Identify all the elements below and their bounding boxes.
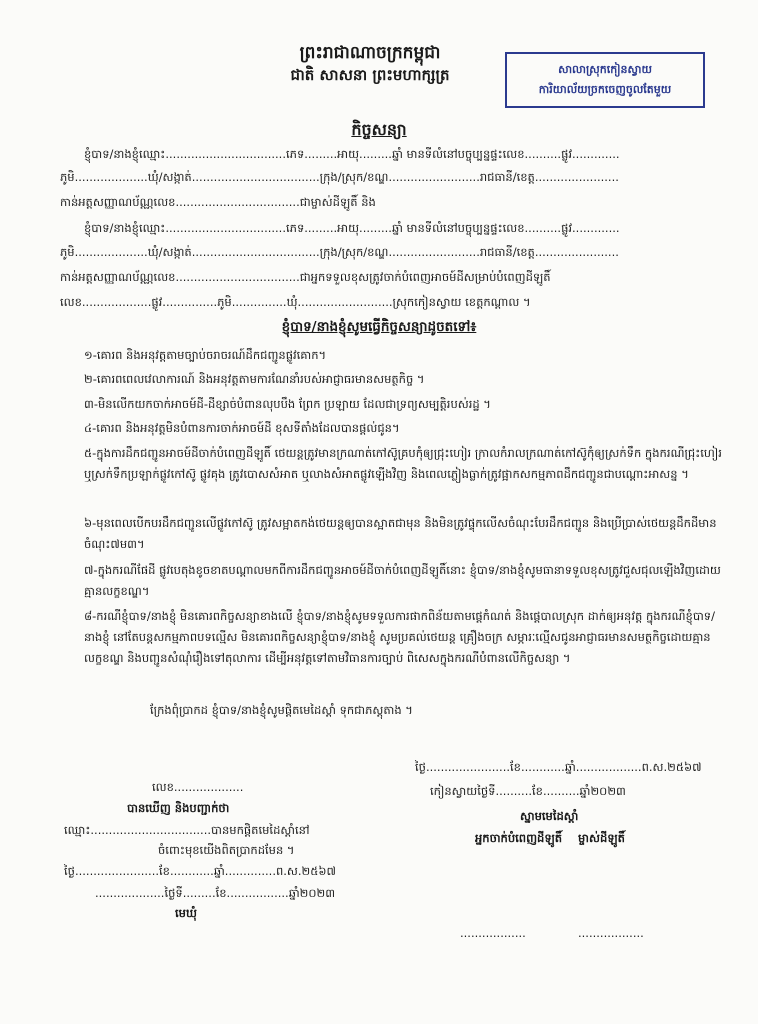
party2-name-line: ខ្ញុំបាទ/នាងខ្ញុំឈ្មោះ.................................ភេទ.........អាយុ.........ឆ្នាំ មានទីលំនៅបច្ចុប្បន្នផ្ទះលេខ..........ផ្លូវ............. — [84, 221, 620, 235]
national-motto: ជាតិ សាសនា ព្រះមហាក្សត្រ — [290, 66, 450, 84]
clause-2: ២-គោរពពេលវេលាការណ៍ និងអនុវត្តតាមការណែនាំរបស់អាជ្ញាធរមានសមត្ថកិច្ច ។ — [84, 372, 425, 386]
signature-line-filler: .................. — [460, 926, 526, 940]
party1-name-line: ខ្ញុំបាទ/នាងខ្ញុំឈ្មោះ.................................ភេទ.........អាយុ.........ឆ្នាំ មានទីលំនៅបច្ចុប្បន្នផ្ទះលេខ..........ផ្លូវ............. — [84, 147, 620, 161]
document-title: កិច្ចសន្យា — [351, 120, 407, 139]
kingdom-header: ព្រះរាជាណាចក្រកម្ពុជា — [299, 43, 441, 63]
clause-8: ៨-ករណីខ្ញុំបាទ/នាងខ្ញុំ មិនគោរពកិច្ចសន្យាខាងលើ ខ្ញុំបាទ/នាងខ្ញុំសូមទទួលការផាកពិន័យតាមផ្ដេកំណត់ និងផ្ដេបាលស្រុក ដាក់ឲ្យអនុវត្ត ក្នុងករណីខ្ញុំបាទ/នាងខ្ញុំ នៅតែបន្តសកម្មភាពបទល្មើស មិនគោរពកិច្ចសន្យាខ្ញុំបាទ/នាងខ្ញុំ សូមប្រគល់ថេយន្ត គ្រឿងចក្រ សម្ភារៈល្មើសជូនអាជ្ញាធរមានសមត្ថកិច្ចដោយគ្មានលក្ខខណ្ឌ និងបញ្ជូនសំណុំរឿងទៅតុលាការ ដើម្បីអនុវត្តទៅតាមវិធានការច្បាប់ ពិសេសក្នុងករណីបំពានលើកិច្ចសន្យា ។ — [84, 609, 715, 665]
right-date-lunar: ថ្ងៃ.......................ខែ............ឆ្នាំ..................ព.ស.២៥៦៧ — [415, 760, 702, 774]
clause-7: ៧-ក្នុងករណីផែដី ផ្លូវបេតុងខូចខាតបណ្ដាលមកពីការដឹកជញ្ជូនអាចម៍ដីចាក់បំពេញដីឡូតិ៍នោះ ខ្ញុំបាទ/នាងខ្ញុំសូមធានាទទួលខុសត្រូវជួសជុលឡើងវិញដោយគ្មានលក្ខខណ្ឌ។ — [84, 563, 721, 598]
party1-id-line: កាន់អត្តសញ្ញាណប័ណ្ណលេខ..................................ជាម្ចាស់ដីឡូតិ៍ និង — [60, 195, 376, 209]
signatory-roles: អ្នកចាក់បំពេញដីឡូតិ៍ ម្ចាស់ដីឡូតិ៍ — [475, 831, 625, 845]
signature-line-owner: .................. — [578, 926, 644, 940]
land-plot-line: លេខ...................ផ្លូវ...............ភូមិ...............ឃុំ..........................ស្រុកកៀនស្វាយ ខេត្តកណ្ដាល ។ — [60, 295, 531, 309]
stamp-line-1: សាលាស្រុកកៀនស្វាយ — [558, 63, 652, 76]
left-date-lunar: ថ្ងៃ.......................ខែ............ឆ្នាំ..............ព.ស.២៥៦៧ — [64, 864, 336, 878]
stamp-line-2: ការិយាល័យច្រកចេញចូលតែមួយ — [538, 83, 672, 96]
office-stamp — [505, 52, 705, 108]
clause-3: ៣-មិនលើកយកចាក់អាចម៍ដី-ដីខ្សាច់បំពានលុបបឹង ព្រែក ប្រឡាយ ដែលជាទ្រព្យសម្បត្តិរបស់រដ្ឋ ។ — [84, 397, 491, 411]
certification-name-line: ឈ្មោះ.................................បានមកផ្ដិតមេដៃស្ដាំនៅ — [64, 823, 310, 837]
clause-5: ៥-ក្នុងការដឹកជញ្ជូនអាចម៍ដីចាក់បំពេញដីឡូតិ៍ ថេយន្តត្រូវមានក្រណាត់កៅស៊ូគ្របកុំឲ្យជ្រុះហៀរ ក្រាលកំរាលក្រណាត់កៅស៊ូកុំឲ្យស្រក់ទឹក ក្នុងករណីជ្រុះហៀរ ឬស្រក់ទឹកប្រឡាក់ផ្លូវកៅស៊ូ ផ្លូវគុង ត្រូវបោសសំអាត ឬលាងសំអាតផ្លូវឡើងវិញ និងពេលភ្លៀងធ្លាក់ត្រូវផ្អាកសកម្មភាពដឹកជញ្ជូនជាបណ្ដោះអាសន្ន ។ — [84, 446, 722, 481]
closing-statement: ក្រែងពុំប្រាកដ ខ្ញុំបាទ/នាងខ្ញុំសូមផ្ដិតមេដៃស្ដាំ ទុកជាភស្តុតាង ។ — [150, 703, 413, 717]
party2-address-line: ភូមិ....................ឃុំ/សង្កាត់...................................ក្រុង/ស្រុក/ខណ្ឌ.........................រាជធានី/ខេត្ត....................... — [60, 245, 619, 259]
clause-4: ៤-គោរព និងអនុវត្តមិនបំពានការចាក់អាចម៍ដី ខុសទីតាំងដែលបានផ្ដល់ជូន។ — [84, 421, 400, 435]
party2-id-line: កាន់អត្តសញ្ញាណប័ណ្ណលេខ..................................ជាអ្នកទទួលខុសត្រូវចាក់បំពេញអាចម៍ដីសម្រាប់បំពេញដីឡូតិ៍ — [60, 270, 551, 284]
reference-number: លេខ................... — [152, 780, 244, 794]
left-date-gregorian: ...................ថ្ងៃទី.........ខែ.................ឆ្នាំ២០២៣ — [95, 886, 336, 900]
certification-witness-line: ចំពោះមុខយើងពិតប្រាកដមែន ។ — [158, 843, 295, 857]
right-date-gregorian: កៀនស្វាយថ្ងៃទី..........ខែ..........ឆ្នាំ២០២៣ — [430, 784, 626, 798]
commune-chief-label: មេឃុំ — [175, 906, 197, 920]
clause-1: ១-គោរព និងអនុវត្តតាមច្បាប់ចរាចរណ៍ដឹកជញ្ជូនផ្លូវគោក។ — [84, 348, 327, 362]
clauses-heading: ខ្ញុំបាទ/នាងខ្ញុំសូមធ្វើកិច្ចសន្យាដូចតទៅ៖ — [281, 319, 477, 335]
party1-address-line: ភូមិ....................ឃុំ/សង្កាត់...................................ក្រុង/ស្រុក/ខណ្ឌ.........................រាជធានី/ខេត្ត....................... — [60, 170, 619, 184]
thumbprint-label: ស្នាមមេដៃស្ដាំ — [520, 809, 579, 823]
clause-6: ៦-មុនពេលបើកបរដឹកជញ្ជូនលើផ្លូវកៅស៊ូ ត្រូវសម្អាតកង់ថេយន្តឲ្យបានស្អាតជាមុន និងមិនត្រូវផ្ទុកលើសចំណុះបែរដឹកជញ្ជូន និងប្រើប្រាស់ថេយន្តដឹកដីមានចំណុះ៧ម៣។ — [84, 516, 717, 551]
certification-heading: បានឃើញ និងបញ្ជាក់ថា — [127, 801, 230, 815]
